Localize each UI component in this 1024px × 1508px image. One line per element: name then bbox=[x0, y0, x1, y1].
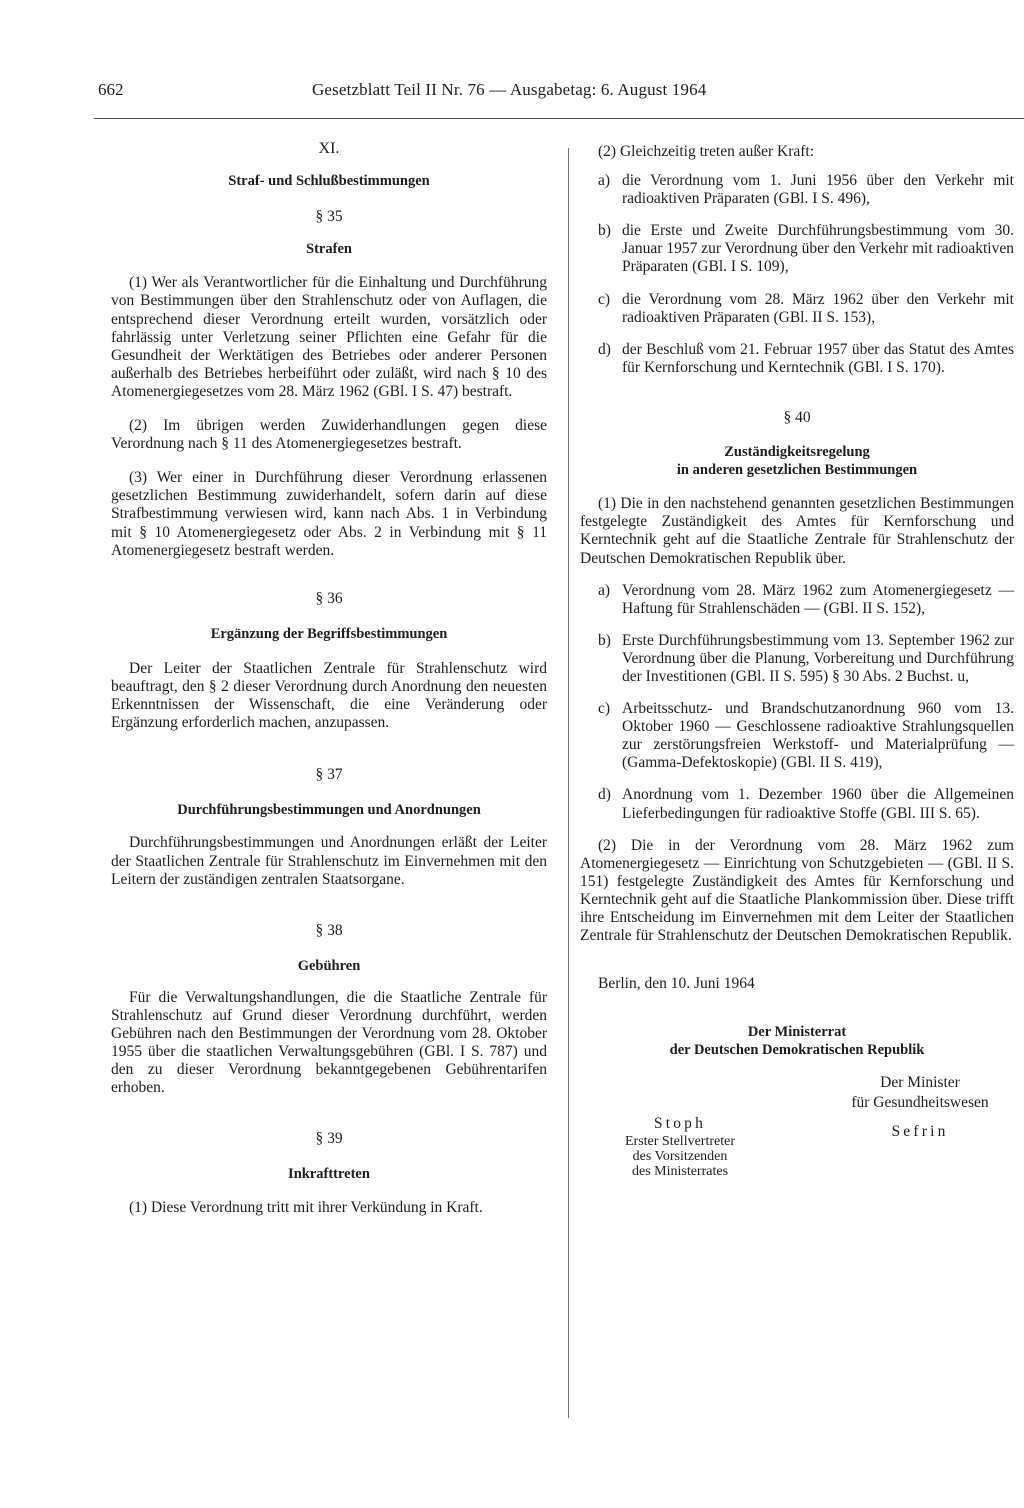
section-37-title: Durchführungsbestimmungen und Anordnungen bbox=[177, 802, 481, 819]
section-39-title: Inkrafttreten bbox=[288, 1165, 370, 1182]
section-39-number: § 39 bbox=[315, 1130, 343, 1148]
section-38-title: Gebühren bbox=[297, 957, 361, 974]
section-40-para-1: (1) Die in den nachstehend genannten gesetzlichen Bestimmungen festgelegte Zuständigkeit des Amtes für Kernforschung und Kerntechnik geht auf die Staatliche Zentrale für Strahlenschutz der Deutschen Demokratischen Republik über. bbox=[580, 495, 1014, 567]
page-header bbox=[0, 80, 1024, 110]
section-38-para-1: Für die Verwaltungshandlungen, die die Staatliche Zentrale für Strahlenschutz auf Grund dieser Verordnung durchführt, werden Gebühren nach den Bestimmungen der Verordnung vom 28. Oktober 1955 über die staatlichen Verwaltungsgebühren (GBl. I S. 787) und den zu dieser Verordnung bekanntgegebenen Gebührentarifen erhoben. bbox=[111, 988, 547, 1097]
header-title: Gesetzblatt Teil II Nr. 76 — Ausgabetag: 6. August 1964 bbox=[312, 80, 707, 99]
council-line-1: Der Ministerrat bbox=[747, 1024, 847, 1041]
list-text: Erste Durchführungsbestimmung vom 13. September 1962 zur Verordnung über die Planung, Vorbereitung und Durchführung der Investitionen (GBl. II S. 595) § 30 Abs. 2 Buchst. u, bbox=[622, 631, 1014, 685]
page-number: 662 bbox=[98, 80, 124, 99]
signatory-name-sefrin: Sefrin bbox=[891, 1123, 949, 1141]
provision-item-b bbox=[580, 632, 1014, 686]
column-divider bbox=[568, 148, 569, 1418]
section-37-para-1: Durchführungsbestimmungen und Anordnungen erläßt der Leiter der Staatlichen Zentrale für Strahlenschutz im Einvernehmen mit den Leitern der zuständigen zentralen Staatsorgane. bbox=[111, 834, 547, 888]
minister-line-2: für Gesundheitswesen bbox=[851, 1094, 989, 1112]
list-text: Arbeitsschutz- und Brandschutzanordnung 960 vom 13. Oktober 1960 — Geschlossene radioaktive Strahlungsquellen zur zerstörungsfreien Werkstoff- und Materialprüfung — (Gamma-Defektoskopie) (GBl. II S. 419), bbox=[622, 700, 1014, 772]
list-label: c) bbox=[598, 700, 611, 718]
signature-block bbox=[580, 1073, 1014, 1178]
section-39-para-1: (1) Diese Verordnung tritt mit ihrer Verkündung in Kraft. bbox=[129, 1198, 483, 1216]
signatory-role-line-3: des Ministerrates bbox=[631, 1163, 729, 1179]
section-40-title-line-2: in anderen gesetzlichen Bestimmungen bbox=[676, 462, 918, 479]
right-column bbox=[580, 143, 1014, 1179]
left-column bbox=[111, 140, 547, 1217]
list-label: a) bbox=[598, 172, 611, 190]
list-label: b) bbox=[598, 631, 611, 649]
section-36-para-1: Der Leiter der Staatlichen Zentrale für Strahlenschutz wird beauftragt, den § 2 dieser Verordnung durch Anordnung den neuesten Erkenntnissen der Wissenschaft, die eine Veränderung oder Ergänzung erforderlich machen, anzupassen. bbox=[111, 659, 547, 732]
signatory-role-line-1: Erster Stellvertreter bbox=[624, 1133, 735, 1149]
section-38-number: § 38 bbox=[315, 921, 343, 939]
section-35-para-2: (2) Im übrigen werden Zuwiderhandlungen gegen diese Verordnung nach § 11 des Atomenergiegesetzes bestraft. bbox=[111, 417, 547, 453]
repeal-item-c bbox=[580, 291, 1014, 327]
section-35-para-1: (1) Wer als Verantwortlicher für die Einhaltung und Durchführung von Bestimmungen über den Strahlenschutz oder von Auflagen, die entsprechend dieser Verordnung erteilt wurden, vorsätzlich oder fahrlässig unter Verletzung seiner Pflichten eine Gefahr für die Gesundheit der Werktätigen des Betriebes oder anderer Personen außerhalb des Betriebes herbeiführt oder zuläßt, wird nach § 10 des Atomenergiegesetzes vom 28. März 1962 (GBl. I S. 47) bestraft. bbox=[111, 274, 547, 400]
section-37-number: § 37 bbox=[315, 766, 343, 784]
list-text: Verordnung vom 28. März 1962 zum Atomenergiegesetz — Haftung für Strahlenschäden — (GBl. II S. 152), bbox=[622, 581, 1014, 617]
list-label: d) bbox=[598, 786, 611, 804]
section-40-number: § 40 bbox=[783, 408, 811, 426]
list-label: b) bbox=[598, 222, 611, 240]
signatory-role-line-2: des Vorsitzenden bbox=[632, 1148, 728, 1164]
repeal-item-b bbox=[580, 222, 1014, 276]
section-40-para-2: (2) Die in der Verordnung vom 28. März 1962 zum Atomenergiegesetz — Einrichtung von Schutzgebieten — (GBl. II S. 151) festgelegte Zuständigkeit des Amtes für Kernforschung und Kerntechnik geht auf die Staatliche Plankommission über. Diese trifft ihre Entscheidung im Einvernehmen mit dem Leiter der Staatlichen Zentrale für Strahlenschutz der Deutschen Demokratischen Republik. bbox=[580, 836, 1014, 945]
list-label: a) bbox=[598, 581, 611, 599]
section-36-number: § 36 bbox=[315, 589, 343, 607]
provision-item-d bbox=[580, 786, 1014, 822]
list-text: der Beschluß vom 21. Februar 1957 über das Statut des Amtes für Kernforschung und Kerntechnik (GBl. I S. 170). bbox=[622, 340, 1014, 376]
minister-line-1: Der Minister bbox=[880, 1074, 960, 1092]
place-and-date: Berlin, den 10. Juni 1964 bbox=[598, 975, 755, 993]
chapter-number: XI. bbox=[318, 140, 340, 157]
section-40-title-line-1: Zuständigkeitsregelung bbox=[724, 444, 870, 461]
section-35-title: Strafen bbox=[306, 241, 352, 258]
repeal-item-a bbox=[580, 172, 1014, 208]
signatory-name-stoph: Stoph bbox=[653, 1115, 707, 1133]
list-text: Anordnung vom 1. Dezember 1960 über die Allgemeinen Lieferbedingungen für radioaktive Stoffe (GBl. III S. 65). bbox=[622, 786, 1014, 822]
list-text: die Verordnung vom 28. März 1962 über den Verkehr mit radioaktiven Präparaten (GBl. II S. 153), bbox=[622, 290, 1014, 326]
section-36-title: Ergänzung der Begriffsbestimmungen bbox=[210, 625, 448, 642]
provision-item-c bbox=[580, 700, 1014, 772]
chapter-title: Straf- und Schlußbestimmungen bbox=[228, 173, 430, 190]
provision-item-a bbox=[580, 582, 1014, 618]
list-text: die Verordnung vom 1. Juni 1956 über den Verkehr mit radioaktiven Präparaten (GBl. I S. 496), bbox=[622, 172, 1014, 208]
signatory-left bbox=[580, 1115, 780, 1178]
section-39-para-2-intro: (2) Gleichzeitig treten außer Kraft: bbox=[598, 143, 815, 160]
section-35-para-3: (3) Wer einer in Durchführung dieser Verordnung erlassenen gesetzlichen Bestimmung zuwiderhandelt, sofern darin auf diese Strafbestimmung verwiesen wird, kann nach Abs. 1 in Verbindung mit § 10 Atomenergiegesetz oder Abs. 2 in Verbindung mit § 11 Atomenergiegesetz bestraft werden. bbox=[111, 469, 547, 559]
list-label: c) bbox=[598, 290, 611, 308]
repeal-item-d bbox=[580, 341, 1014, 377]
header-rule bbox=[94, 118, 1024, 119]
section-35-number: § 35 bbox=[315, 208, 343, 226]
list-text: die Erste und Zweite Durchführungsbestimmung vom 30. Januar 1957 zur Verordnung über den Verkehr mit radioaktiven Präparaten (GBl. I S. 109), bbox=[622, 222, 1014, 276]
signatory-right bbox=[820, 1073, 1020, 1178]
list-label: d) bbox=[598, 340, 611, 358]
council-line-2: der Deutschen Demokratischen Republik bbox=[669, 1042, 925, 1059]
